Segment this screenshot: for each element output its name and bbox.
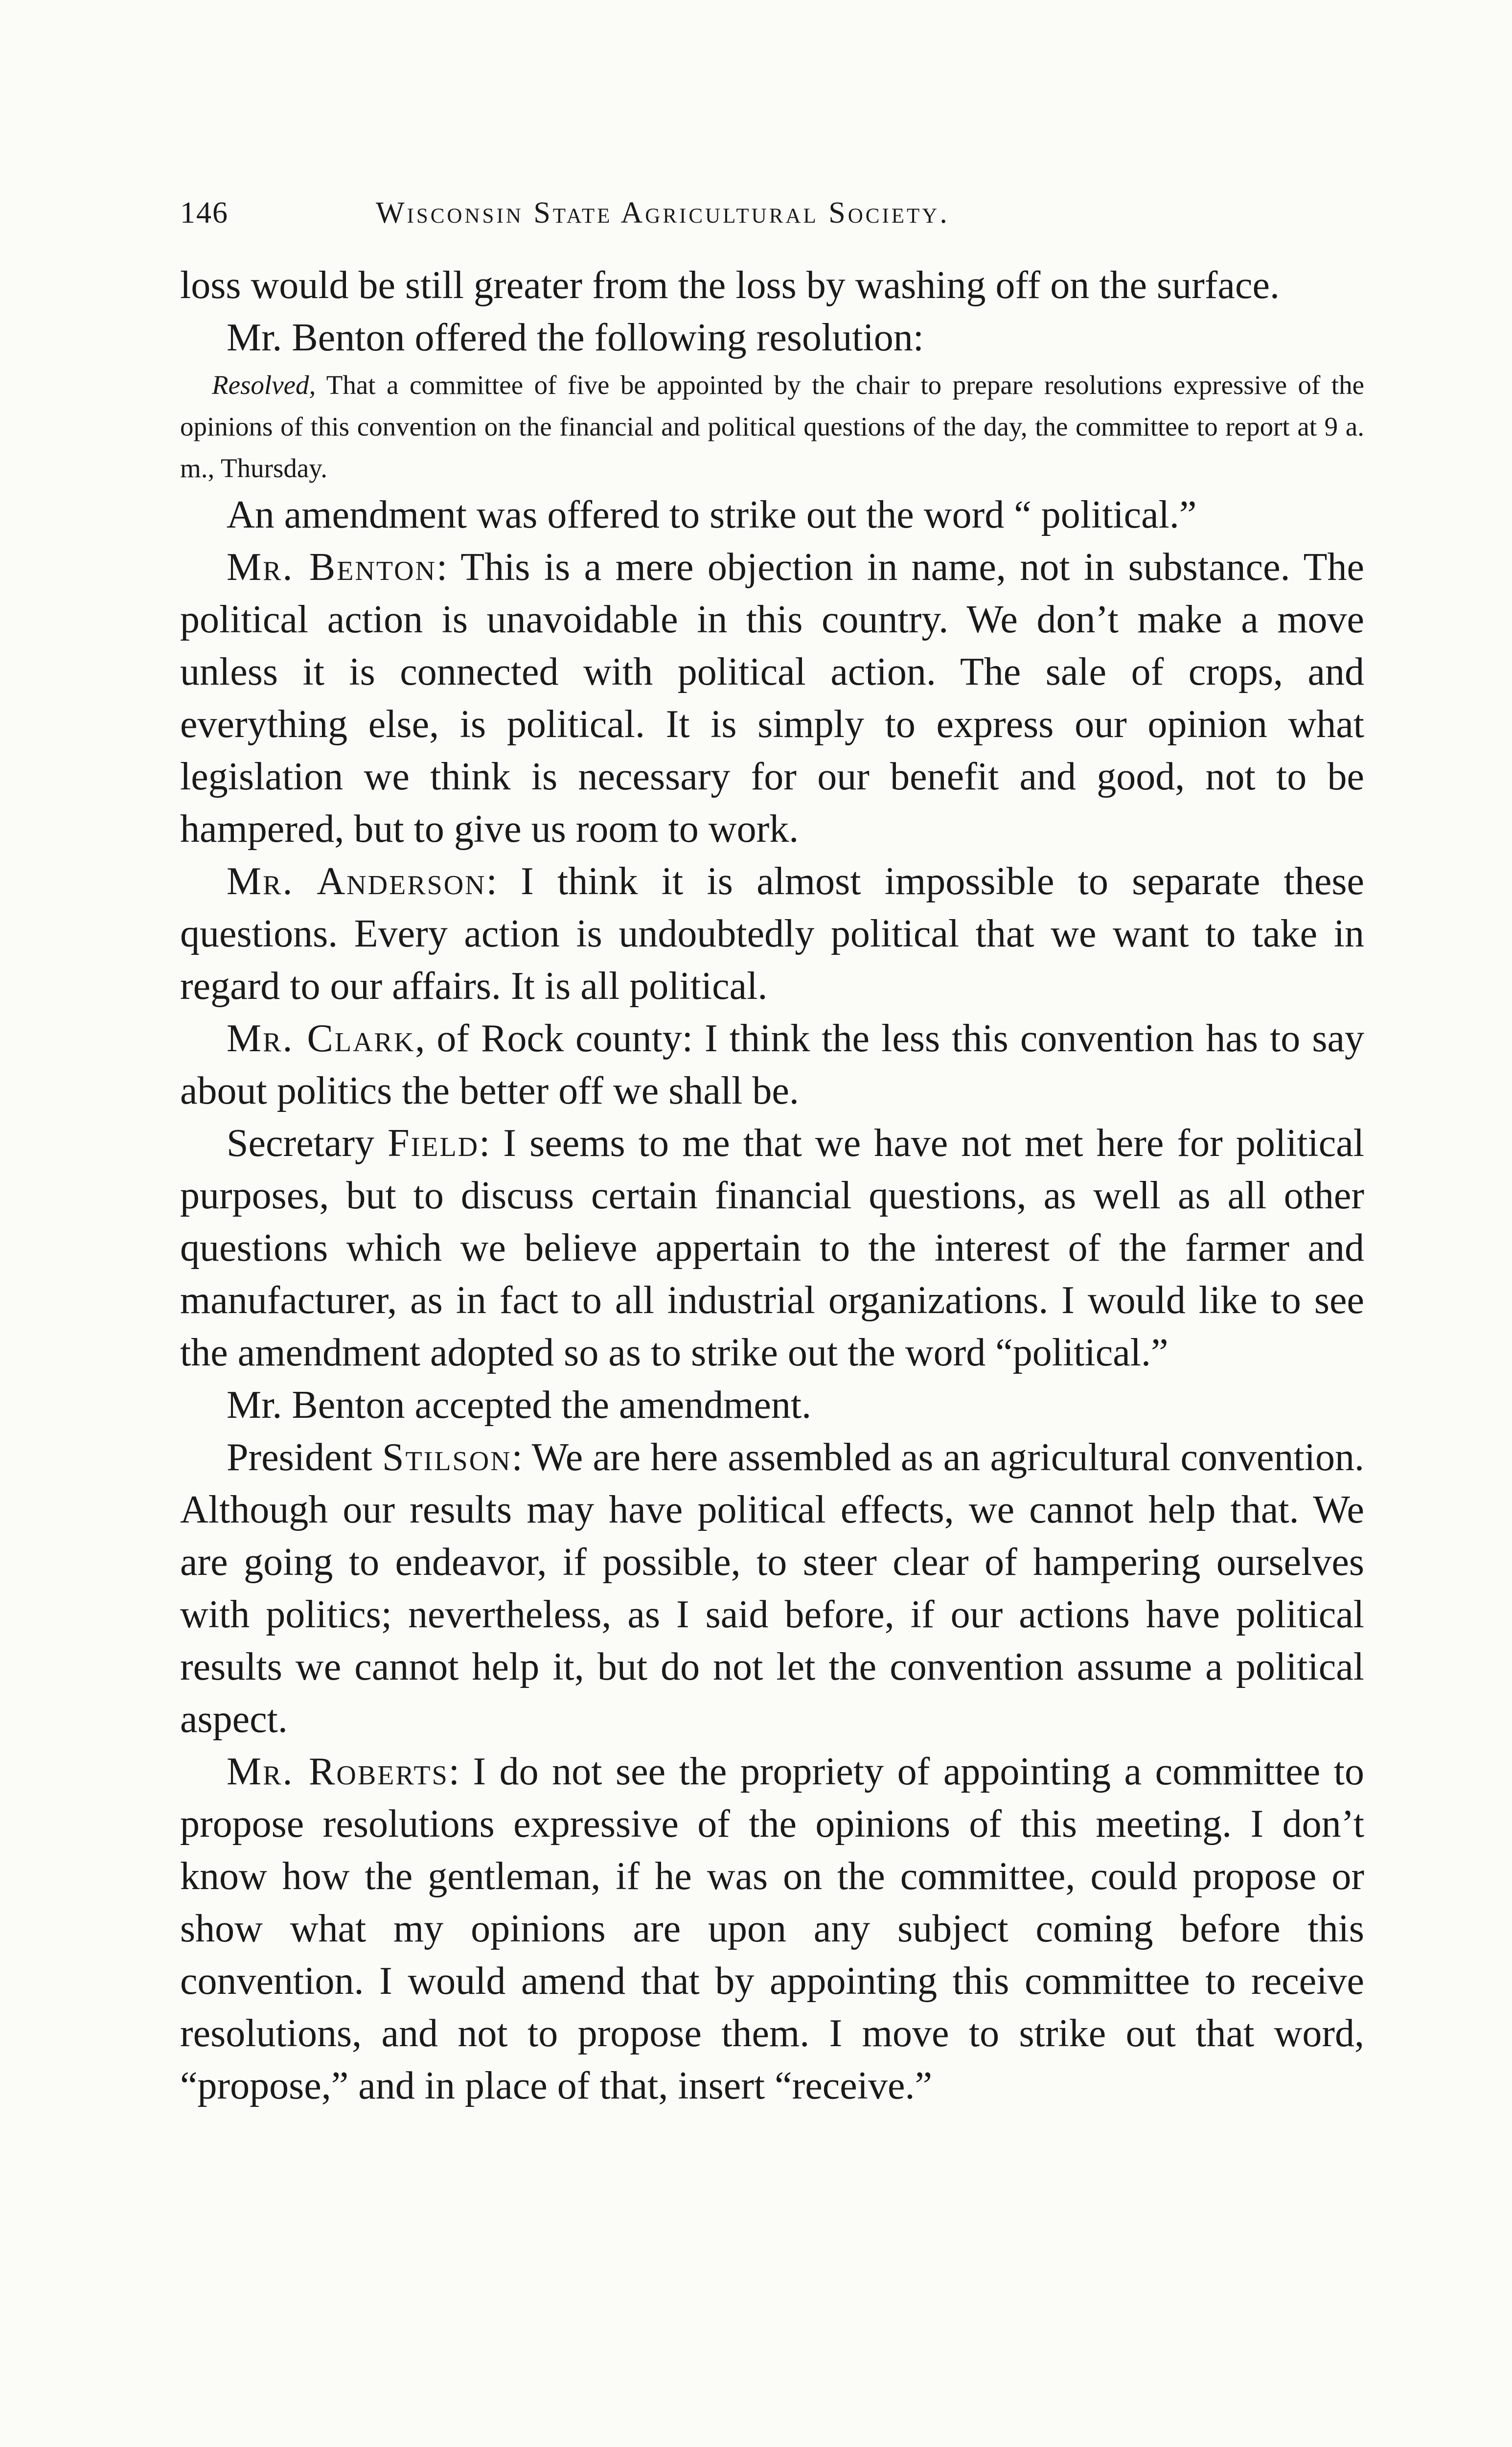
paragraph-anderson-speech xyxy=(180,855,1364,1013)
page-number: 146 xyxy=(180,196,229,230)
speaker-name: Field xyxy=(388,1122,480,1165)
page xyxy=(180,196,1364,2112)
resolution-text: That a committee of five be appointed by the chair to prepare resolutions expressive of the opinions of this convention on the financial and political questions of the day, the committee to report at 9 a. m., Thursday. xyxy=(180,370,1364,483)
speaker-title: President xyxy=(227,1436,382,1479)
running-title: Wisconsin State Agricultural Society. xyxy=(376,196,950,230)
speech-text: : This is a mere objection in name, not in substance. The political action is unavoidable in this country. We don’t make a move unless it is connected with political action. The sale of crops, and everything else, is political. It is simply to express our opinion what legislation we think is necessary for our benefit and good, not to be hampered, but to give us room to work. xyxy=(180,546,1364,851)
paragraph-clark-speech xyxy=(180,1013,1364,1117)
resolution-block xyxy=(180,364,1364,489)
paragraph-amendment: An amendment was offered to strike out the word “ political.” xyxy=(227,493,1197,536)
speaker-name: Mr. Roberts xyxy=(227,1750,449,1793)
speech-text: : I do not see the propriety of appointing a committee to propose resolutions expressive of the opinions of this meeting. I don’t know how the gentleman, if he was on the committee, could propose or show what my opinions are upon any subject coming before this convention. I would amend that by appointing this committee to receive resolutions, and not to propose them. I move to strike out that word, “propose,” and in place of that, insert “receive.” xyxy=(180,1750,1364,2107)
page-body xyxy=(180,259,1364,2112)
paragraph-roberts-speech xyxy=(180,1746,1364,2112)
paragraph-continuation: loss would be still greater from the loss by washing off on the surface. xyxy=(180,264,1280,307)
paragraph-benton-speech xyxy=(180,541,1364,855)
speaker-name: Stilson xyxy=(382,1436,512,1479)
speech-text: : We are here assembled as an agricultural convention. Although our results may have political effects, we cannot help that. We are going to endeavor, if possible, to steer clear of hampering ourselves with politics; nevertheless, as I said before, if our actions have political results we cannot help it, but do not let the convention assume a political aspect. xyxy=(180,1436,1364,1741)
speech-text: , of Rock county: I think the less this convention has to say about politics the better off we shall be. xyxy=(180,1017,1364,1112)
paragraph-field-speech xyxy=(180,1117,1364,1379)
running-header xyxy=(180,196,1364,259)
paragraph-stilson-speech xyxy=(180,1431,1364,1746)
resolution-label: Resolved, xyxy=(212,370,316,400)
paragraph-benton-accepts: Mr. Benton accepted the amendment. xyxy=(227,1384,812,1427)
speaker-name: Mr. Benton xyxy=(227,546,436,589)
speaker-name: Mr. Clark xyxy=(227,1017,415,1060)
speech-text: : I think it is almost impossible to separate these questions. Every action is undoubtedly political that we want to take in regard to our affairs. It is all political. xyxy=(180,860,1365,1008)
speech-text: : I seems to me that we have not met here for political purposes, but to discuss certain financial questions, as well as all other questions which we believe appertain to the interest of the farmer and manufacturer, as in fact to all industrial organizations. I would like to see the amendment adopted so as to strike out the word “political.” xyxy=(180,1122,1365,1374)
speaker-name: Mr. Anderson xyxy=(227,860,486,903)
speaker-title: Secretary xyxy=(227,1122,388,1165)
paragraph-benton-offer: Mr. Benton offered the following resolution: xyxy=(227,316,924,359)
